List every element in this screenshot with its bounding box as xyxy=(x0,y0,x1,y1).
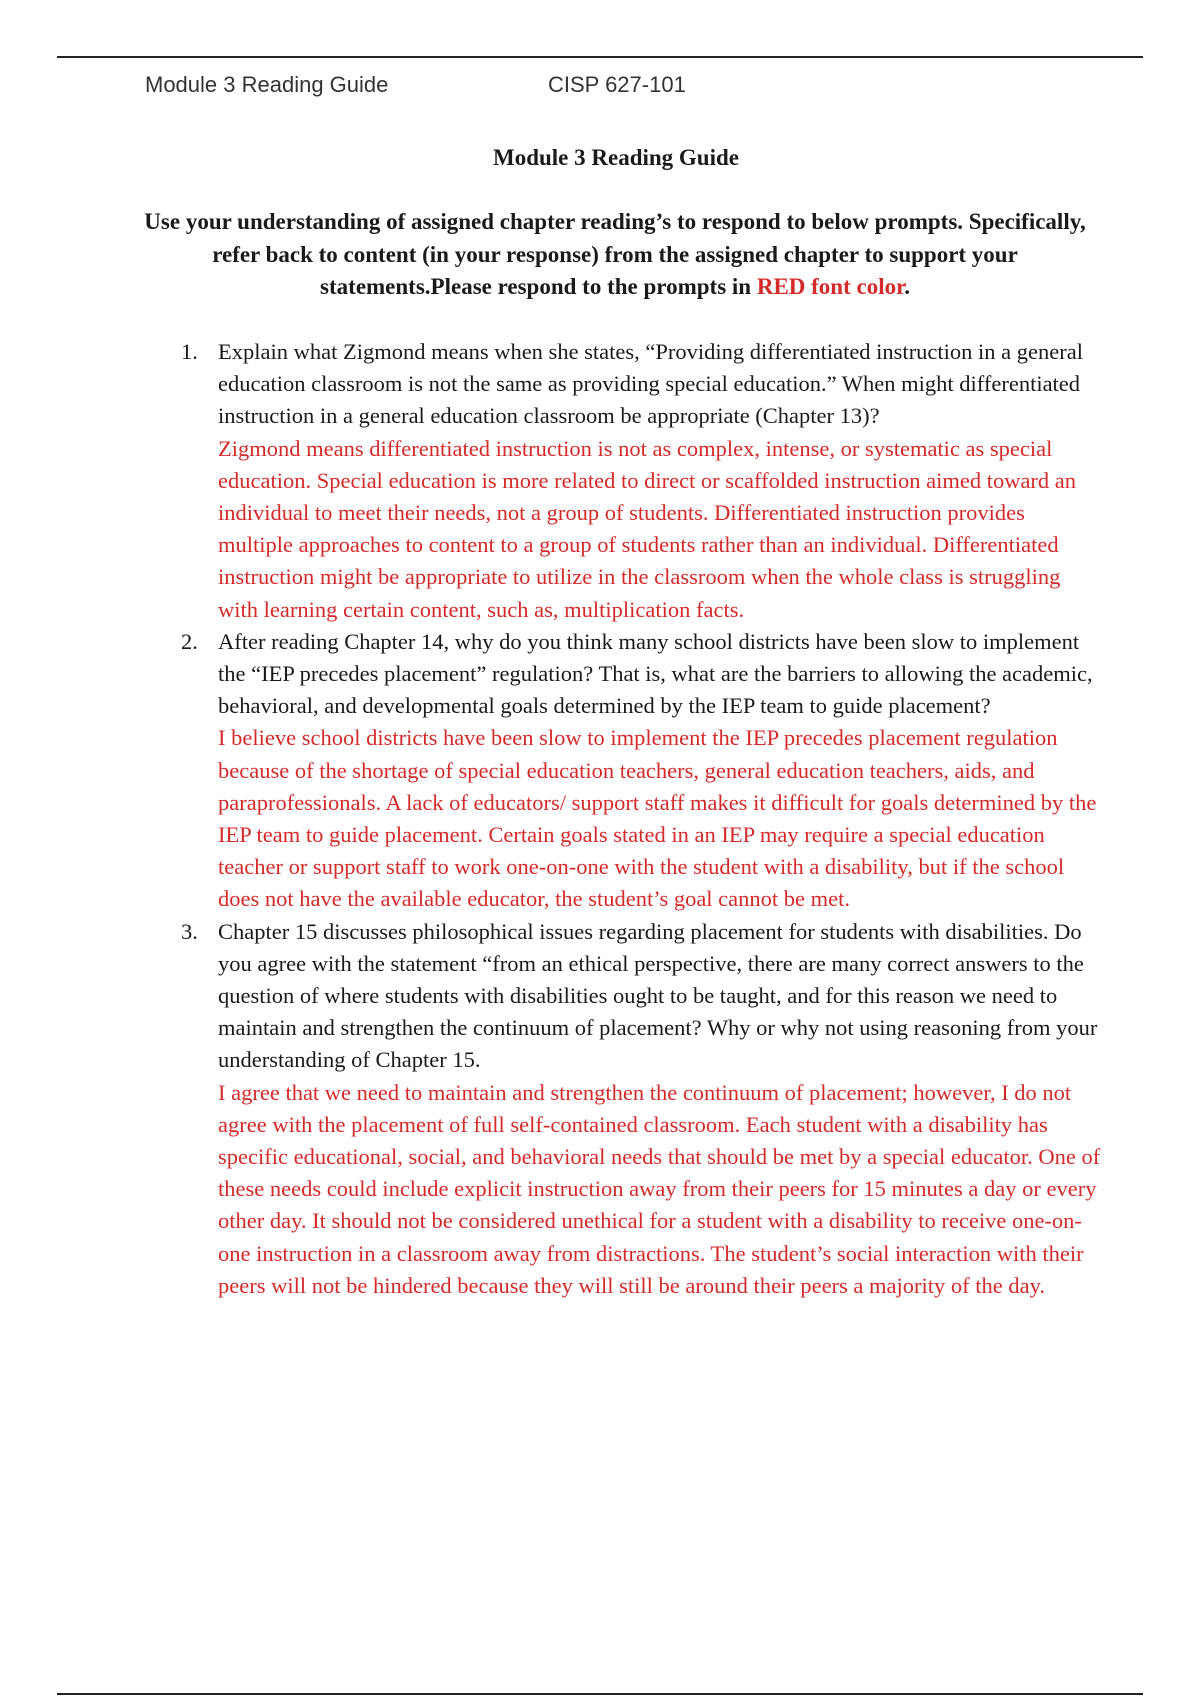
question-prompt: After reading Chapter 14, why do you think many school districts have been slow to implement the “IEP precedes placement” regulation? That is, what are the barriers to allowing the academic, behavioral, and developmental goals determined by the IEP team to guide placement? xyxy=(218,628,1093,719)
question-number: 2. xyxy=(181,628,198,654)
instructions xyxy=(140,206,1090,304)
instructions-highlight: RED font color xyxy=(756,274,905,299)
instructions-text: Use your understanding of assigned chapter reading’s to respond to below prompts. Specifically, refer back to content (in your response) from the assigned chapter to support your statements.Please respond to the prompts in xyxy=(144,209,1086,299)
question-item-2 xyxy=(181,626,1101,916)
question-prompt: Chapter 15 discusses philosophical issues regarding placement for students with disabilities. Do you agree with the statement “from an ethical perspective, there are many correct answers to the question of where students with disabilities ought to be taught, and for this reason we need to maintain and strengthen the continuum of placement? Why or why not using reasoning from your understanding of Chapter 15. xyxy=(218,918,1098,1073)
page-header xyxy=(145,72,686,98)
page-title: Module 3 Reading Guide xyxy=(492,145,739,170)
instructions-end: . xyxy=(904,274,910,299)
footer-rule xyxy=(57,1693,1143,1695)
question-list xyxy=(181,336,1101,1302)
question-number: 3. xyxy=(181,918,198,944)
question-answer: I agree that we need to maintain and strengthen the continuum of placement; however, I do not agree with the placement of full self-contained classroom. Each student with a disability has specific educational, social, and behavioral needs that should be met by a special educator. One of these needs could include explicit instruction away from their peers for 15 minutes a day or every other day. It should not be considered unethical for a student with a disability to receive one-on-one instruction in a classroom away from distractions. The student’s social interaction with their peers will not be hindered because they will still be around their peers a majority of the day. xyxy=(218,1079,1101,1298)
question-answer: I believe school districts have been slow to implement the IEP precedes placement regulation because of the shortage of special education teachers, general education teachers, aids, and paraprofessionals. A lack of educators/ support staff makes it difficult for goals determined by the IEP team to guide placement. Certain goals stated in an IEP may require a special education teacher or support staff to work one-on-one with the student with a disability, but if the school does not have the available educator, the student’s goal cannot be met. xyxy=(218,725,1097,912)
header-course-code: CISP 627-101 xyxy=(548,72,686,97)
header-document-name: Module 3 Reading Guide xyxy=(145,72,389,97)
header-rule xyxy=(57,56,1143,58)
question-item-1 xyxy=(181,336,1101,626)
question-item-3 xyxy=(181,916,1101,1302)
question-number: 1. xyxy=(181,339,198,364)
question-answer: Zigmond means differentiated instruction is not as complex, intense, or systematic as special education. Special education is more related to direct or scaffolded instruction aimed toward an individual to meet their needs, not a group of students. Differentiated instruction provides multiple approaches to content to a group of students rather than an individual. Differentiated instruction might be appropriate to utilize in the classroom when the whole class is struggling with learning certain content, such as, multiplication facts. xyxy=(218,435,1077,622)
question-prompt: Explain what Zigmond means when she states, “Providing differentiated instruction in a general education classroom is not the same as providing special education.” When might differentiated instruction in a general education classroom be appropriate (Chapter 13)? xyxy=(218,339,1083,429)
